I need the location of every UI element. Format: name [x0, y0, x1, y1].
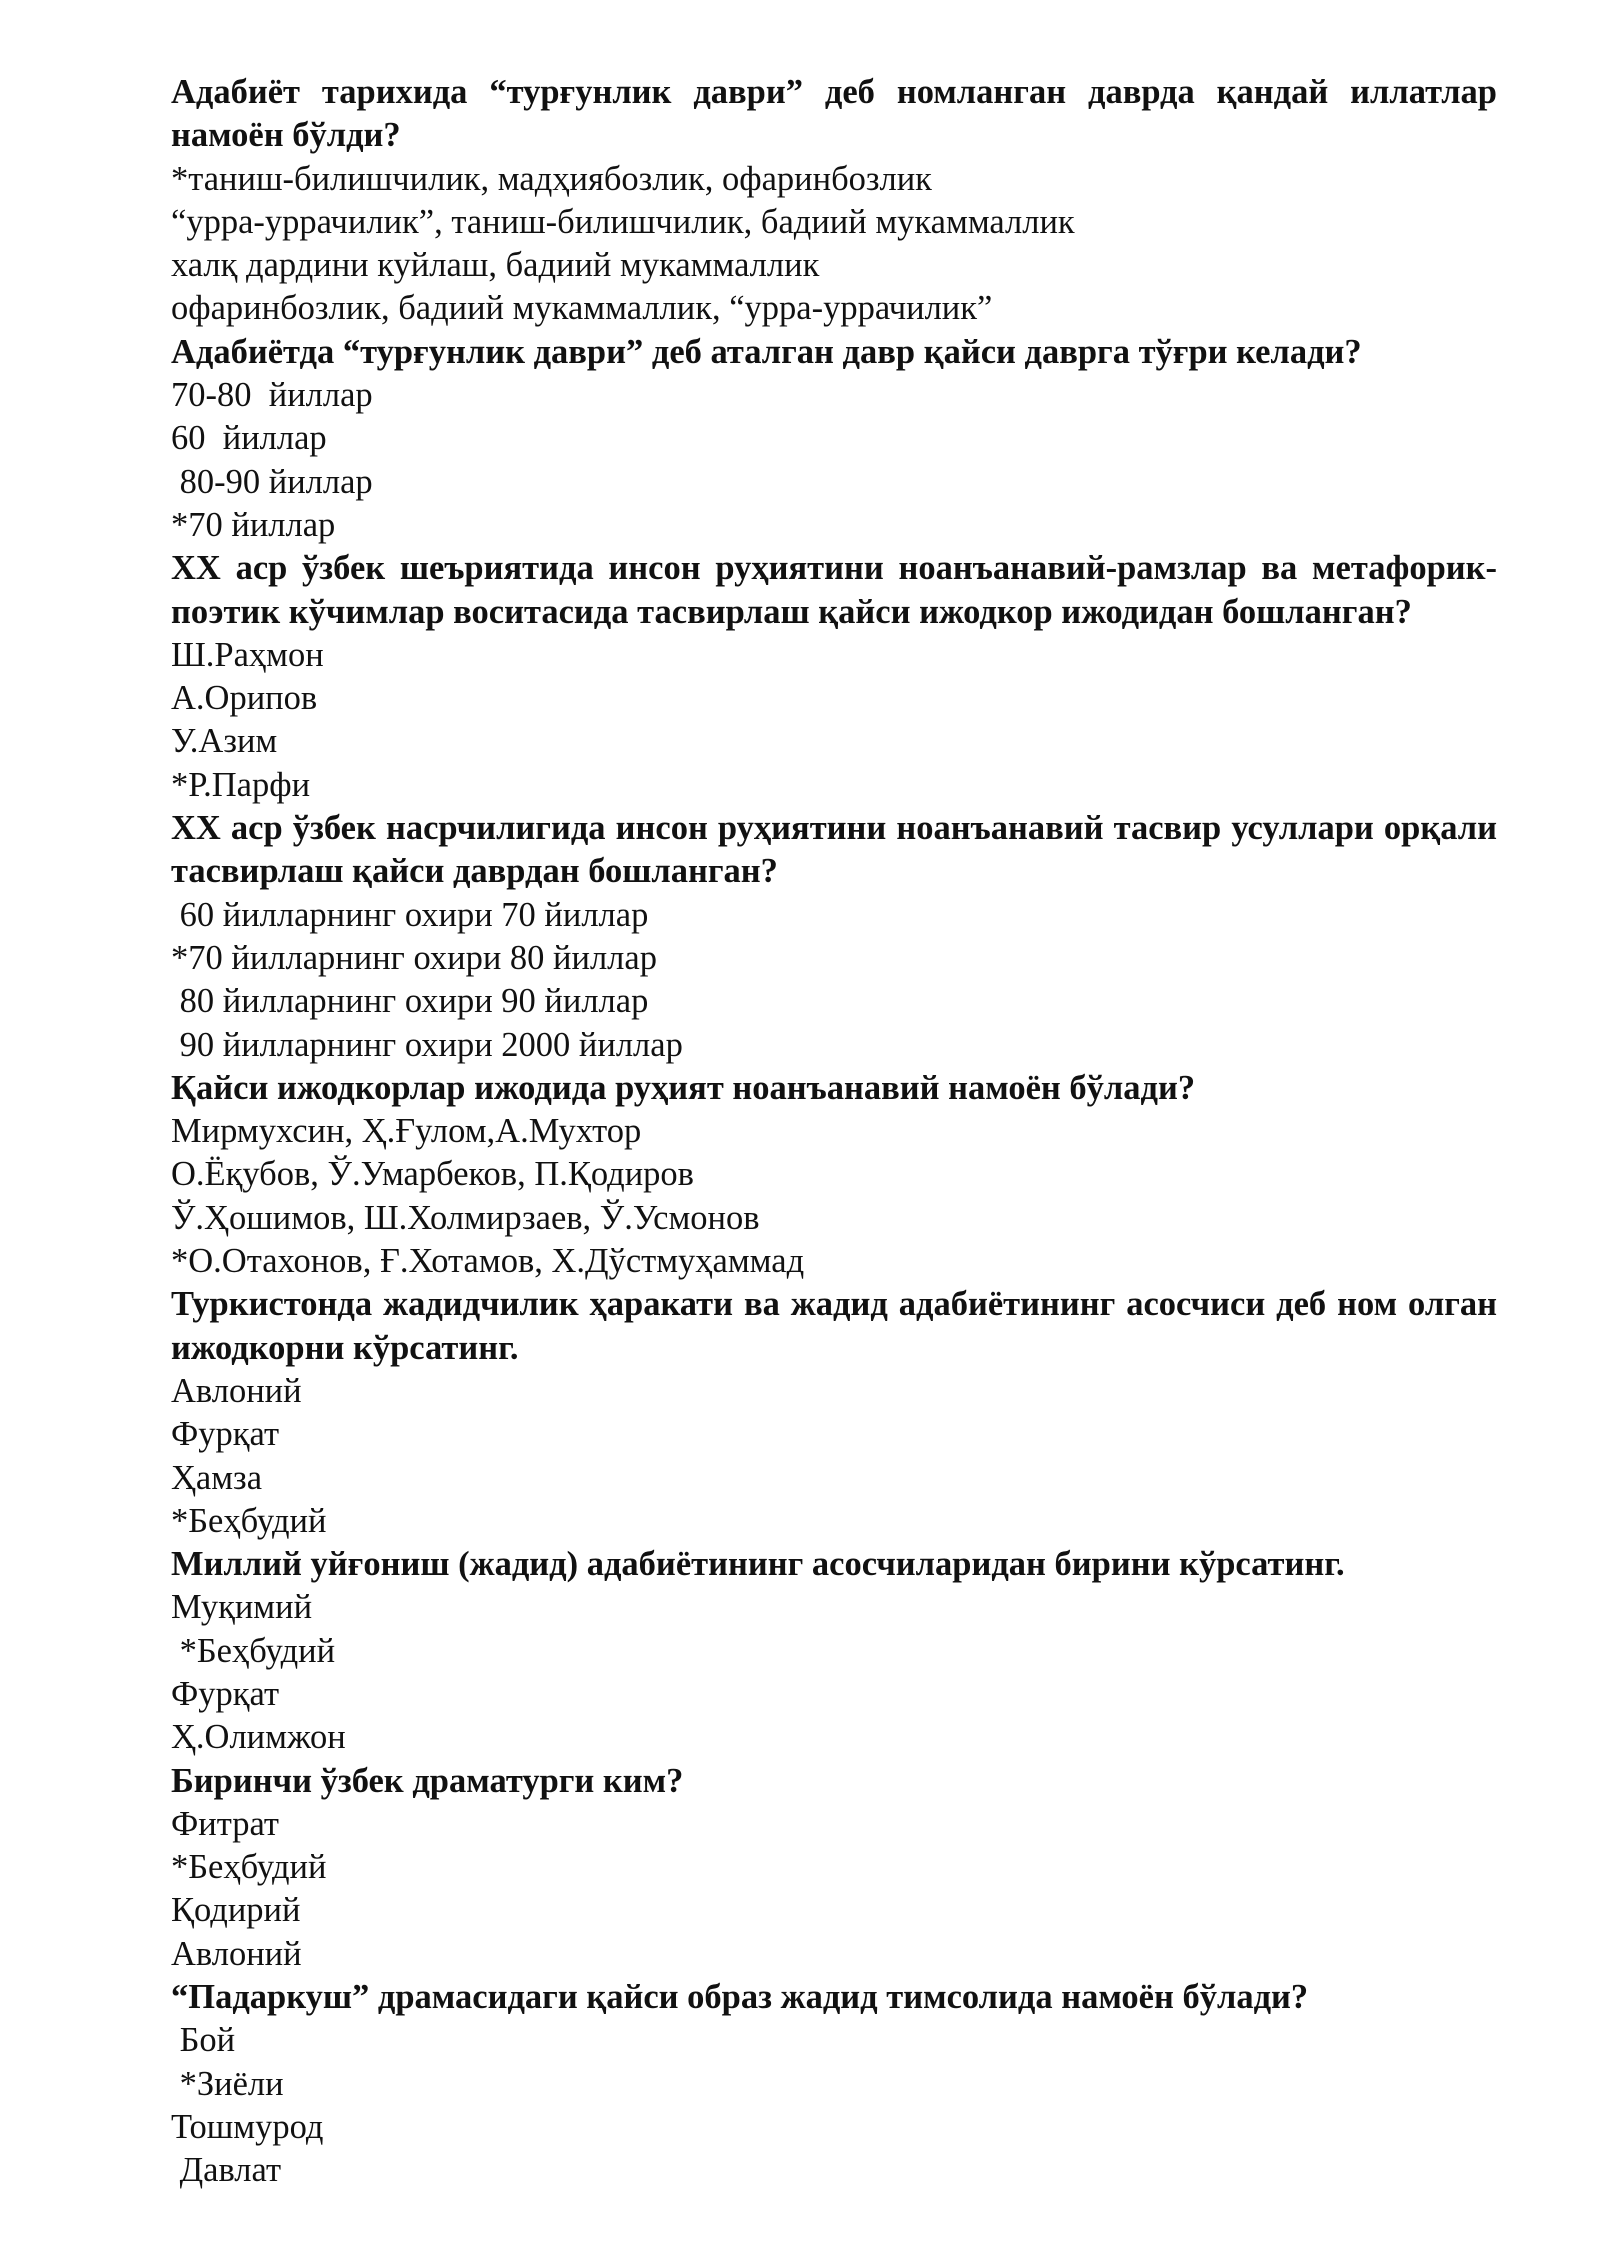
- answer-option: *Р.Парфи: [171, 765, 311, 804]
- answer-option: Фурқат: [171, 1674, 280, 1713]
- answer-option: О.Ёқубов, Ў.Умарбеков, П.Қодиров: [171, 1155, 694, 1194]
- question-text: XX аср ўзбек насрчилигида инсон руҳиятини ноанъанавий тасвир усуллари орқали тасвирлаш қайси даврдан бошланган?: [171, 809, 1497, 891]
- question-text: Миллий уйғониш (жадид) адабиётининг асосчиларидан бирини кўрсатинг.: [171, 1545, 1345, 1584]
- answer-option: Ш.Раҳмон: [171, 635, 324, 674]
- answer-option: 80 йилларнинг охири 90 йиллар: [171, 982, 649, 1021]
- question-text: Туркистонда жадидчилик ҳаракати ва жадид адабиётининг асосчиси деб ном олган ижодкорни кўрсатинг.: [171, 1285, 1497, 1367]
- question-list: [171, 71, 1497, 2193]
- answer-option: халқ дардини куйлаш, бадиий мукаммаллик: [171, 246, 820, 285]
- question-block: [171, 1976, 1497, 2192]
- answer-option: Ҳ.Олимжон: [171, 1718, 346, 1757]
- answer-option: 60 йиллар: [171, 419, 327, 458]
- question-block: [171, 1067, 1497, 1283]
- question-block: [171, 1283, 1497, 1543]
- answer-option: А.Орипов: [171, 679, 318, 718]
- question-text: Адабиётда “турғунлик даври” деб аталган давр қайси даврга тўғри келади?: [171, 332, 1362, 371]
- answer-option: Бой: [171, 2021, 236, 2060]
- answer-option: У.Азим: [171, 722, 278, 761]
- question-text: Адабиёт тарихида “турғунлик даври” деб номланган даврда қандай иллатлар намоён бўлди?: [171, 73, 1497, 155]
- answer-option: Фурқат: [171, 1415, 280, 1454]
- answer-option: офаринбозлик, бадиий мукаммаллик, “урра-уррачилик”: [171, 289, 993, 328]
- question-block: [171, 71, 1497, 331]
- answer-option: *70 йилларнинг охири 80 йиллар: [171, 938, 657, 977]
- question-block: [171, 1760, 1497, 1976]
- answer-option: 60 йилларнинг охири 70 йиллар: [171, 895, 649, 934]
- answer-option: Фитрат: [171, 1804, 279, 1843]
- answer-option: Давлат: [171, 2151, 282, 2190]
- question-block: [171, 1543, 1497, 1759]
- question-block: [171, 331, 1497, 547]
- question-text: “Падаркуш” драмасидаги қайси образ жадид тимсолида намоён бўлади?: [171, 1978, 1309, 2017]
- answer-option: *О.Отахонов, Ғ.Хотамов, Х.Дўстмуҳаммад: [171, 1242, 805, 1281]
- question-text: Қайси ижодкорлар ижодида руҳият ноанъанавий намоён бўлади?: [171, 1068, 1196, 1107]
- answer-option: *70 йиллар: [171, 505, 336, 544]
- answer-option: Ў.Ҳошимов, Ш.Холмирзаев, Ў.Усмонов: [171, 1198, 760, 1237]
- answer-option: *таниш-билишчилик, мадҳиябозлик, офаринбозлик: [171, 159, 932, 198]
- question-block: [171, 807, 1497, 1067]
- answer-option: Қодирий: [171, 1891, 301, 1930]
- answer-option: *Беҳбудий: [171, 1631, 336, 1670]
- question-text: XX аср ўзбек шеъриятида инсон руҳиятини ноанъанавий-рамзлар ва метафорик-поэтик кўчимлар воситасида тасвирлаш қайси ижодкор ижодидан бошланган?: [171, 549, 1497, 631]
- answer-option: Мирмухсин, Ҳ.Ғулом,А.Мухтор: [171, 1112, 642, 1151]
- answer-option: 80-90 йиллар: [171, 462, 373, 501]
- answer-option: Авлоний: [171, 1371, 302, 1410]
- question-block: [171, 547, 1497, 807]
- answer-option: 70-80 йиллар: [171, 376, 373, 415]
- answer-option: Ҳамза: [171, 1458, 263, 1497]
- question-text: Биринчи ўзбек драматурги ким?: [171, 1761, 684, 1800]
- answer-option: *Зиёли: [171, 2064, 284, 2103]
- answer-option: Авлоний: [171, 1934, 302, 1973]
- answer-option: *Беҳбудий: [171, 1501, 327, 1540]
- answer-option: Муқимий: [171, 1588, 313, 1627]
- answer-option: “урра-уррачилик”, таниш-билишчилик, бадиий мукаммаллик: [171, 202, 1075, 241]
- answer-option: *Беҳбудий: [171, 1848, 327, 1887]
- answer-option: Тошмурод: [171, 2107, 324, 2146]
- answer-option: 90 йилларнинг охири 2000 йиллар: [171, 1025, 683, 1064]
